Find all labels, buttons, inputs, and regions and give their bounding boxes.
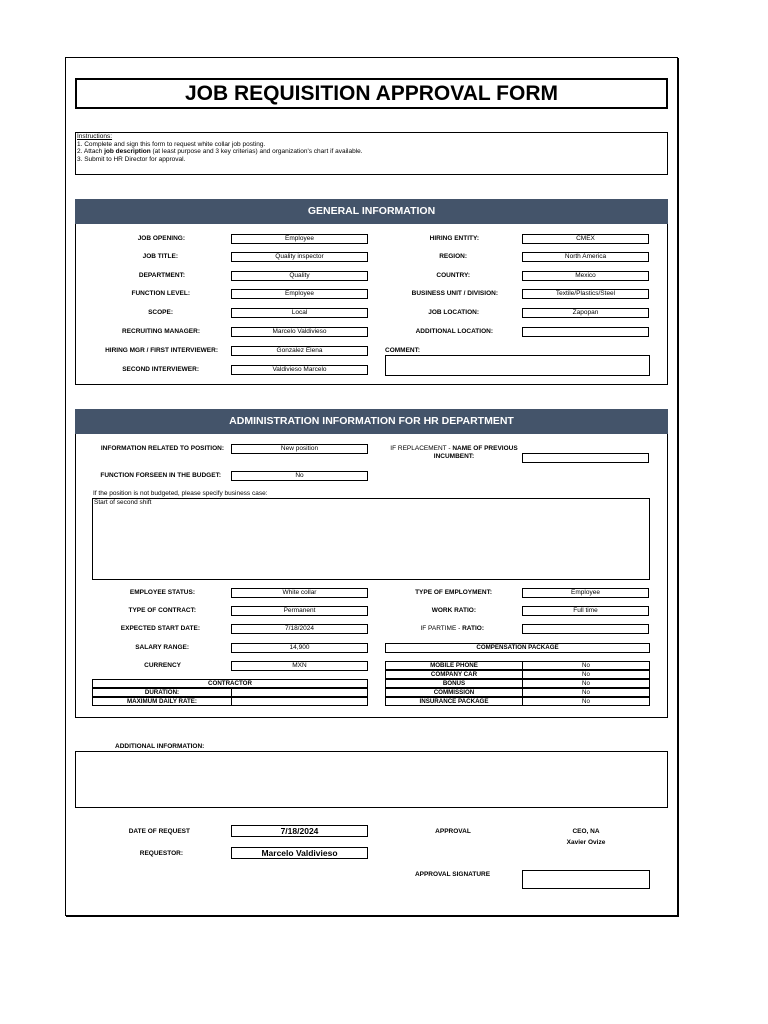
function-level-label: FUNCTION LEVEL: — [131, 290, 190, 297]
info-position-label: INFORMATION RELATED TO POSITION: — [100, 445, 224, 452]
additional-location-field[interactable] — [522, 327, 649, 337]
max-daily-rate-field[interactable] — [231, 697, 368, 706]
employee-status-label: EMPLOYEE STATUS: — [129, 589, 195, 596]
instruction-line-2-a: 2. Attach — [77, 148, 105, 155]
comp-label-mobile-phone: MOBILE PHONE — [385, 661, 523, 670]
approval-signature-label: APPROVAL SIGNATURE — [414, 871, 491, 878]
business-case-field[interactable]: Start of second shift — [92, 498, 650, 580]
comp-value-commission[interactable]: No — [522, 688, 650, 697]
duration-field[interactable] — [231, 688, 368, 697]
work-ratio-label: WORK RATIO: — [431, 607, 476, 614]
compensation-header: COMPENSATION PACKAGE — [385, 643, 650, 653]
approval-name: Xavier Ovize — [566, 839, 606, 846]
replacement-label-b: NAME OF PREVIOUS — [452, 445, 518, 452]
form-title: JOB REQUISITION APPROVAL FORM — [75, 78, 668, 109]
administration-header: ADMINISTRATION INFORMATION FOR HR DEPARTMENT — [75, 409, 668, 434]
recruiting-manager-field[interactable]: Marcelo Valdivieso — [231, 327, 368, 337]
job-opening-field[interactable]: Employee — [231, 234, 368, 244]
second-interviewer-field[interactable]: Valdivieso Marcelo — [231, 365, 368, 375]
job-title-field[interactable]: Quality inspector — [231, 252, 368, 262]
replacement-label-c: INCUMBENT: — [433, 453, 475, 460]
recruiting-manager-label: RECRUITING MANAGER: — [122, 328, 200, 335]
parttime-label-b: RATIO: — [462, 625, 484, 632]
info-position-field[interactable]: New position — [231, 444, 368, 454]
instruction-line-2-c: (at least purpose and 3 key criterias) and organization's chart if available. — [150, 148, 363, 155]
job-title-label: JOB TITLE: — [142, 253, 178, 260]
comment-label: COMMENT: — [385, 347, 421, 354]
job-location-field[interactable]: Zapopan — [522, 308, 649, 318]
parttime-ratio-field[interactable] — [522, 624, 649, 634]
comp-value-bonus[interactable]: No — [522, 679, 650, 688]
currency-field[interactable]: MXN — [231, 661, 368, 671]
salary-range-label: SALARY RANGE: — [135, 644, 189, 651]
additional-location-label: ADDITIONAL LOCATION: — [415, 328, 493, 335]
comp-label-insurance: INSURANCE PACKAGE — [385, 697, 523, 706]
previous-incumbent-field[interactable] — [522, 453, 649, 463]
requestor-label: REQUESTOR: — [139, 850, 183, 857]
additional-info-field[interactable] — [75, 751, 668, 808]
instruction-line-2-b: job description — [104, 148, 151, 155]
employment-type-field[interactable]: Employee — [522, 588, 649, 598]
country-label: COUNTRY: — [436, 272, 470, 279]
scope-label: SCOPE: — [148, 309, 173, 316]
department-field[interactable]: Quality — [231, 271, 368, 281]
currency-label: CURRENCY — [144, 662, 181, 669]
hiring-manager-field[interactable]: Gonzalez Elena — [231, 346, 368, 356]
date-of-request-label: DATE OF REQUEST — [128, 828, 190, 835]
second-interviewer-label: SECOND INTERVIEWER: — [122, 366, 199, 373]
hiring-manager-label: HIRING MGR / FIRST INTERVIEWER: — [105, 347, 218, 354]
contract-type-label: TYPE OF CONTRACT: — [128, 607, 196, 614]
additional-info-label: ADDITIONAL INFORMATION: — [115, 743, 205, 750]
hiring-entity-field[interactable]: CMEX — [522, 234, 649, 244]
comment-field[interactable] — [385, 355, 650, 376]
region-label: REGION: — [439, 253, 467, 260]
region-field[interactable]: North America — [522, 252, 649, 262]
business-unit-label: BUSINESS UNIT / DIVISION: — [411, 290, 498, 297]
function-level-field[interactable]: Employee — [231, 289, 368, 299]
duration-label: DURATION: — [92, 688, 232, 697]
scope-field[interactable]: Local — [231, 308, 368, 318]
start-date-label: EXPECTED START DATE: — [120, 625, 200, 632]
parttime-ratio-label — [385, 624, 484, 633]
comp-label-bonus: BONUS — [385, 679, 523, 688]
start-date-field[interactable]: 7/18/2024 — [231, 624, 368, 634]
comp-value-company-car[interactable]: No — [522, 670, 650, 679]
instruction-line-1: 1. Complete and sign this form to request white collar job posting. — [77, 140, 266, 148]
date-of-request-field[interactable]: 7/18/2024 — [231, 825, 368, 837]
contract-type-field[interactable]: Permanent — [231, 606, 368, 616]
comp-value-mobile-phone[interactable]: No — [522, 661, 650, 670]
department-label: DEPARTMENT: — [138, 272, 185, 279]
general-information-header: GENERAL INFORMATION — [75, 199, 668, 224]
work-ratio-field[interactable]: Full time — [522, 606, 649, 616]
approval-signature-field[interactable] — [522, 870, 650, 889]
comp-label-company-car: COMPANY CAR — [385, 670, 523, 679]
replacement-label — [385, 445, 523, 461]
max-daily-rate-label: MAXIMUM DAILY RATE: — [92, 697, 232, 706]
instruction-line-3: 3. Submit to HR Director for approval. — [77, 155, 186, 163]
job-opening-label: JOB OPENING: — [137, 235, 185, 242]
employee-status-field[interactable]: White collar — [231, 588, 368, 598]
instructions-heading: Instructions: — [77, 133, 113, 140]
instruction-line-2 — [77, 148, 666, 156]
requestor-field[interactable]: Marcelo Valdivieso — [231, 847, 368, 859]
business-case-label: If the position is not budgeted, please specify business case: — [93, 490, 268, 497]
job-location-label: JOB LOCATION: — [428, 309, 479, 316]
approval-title: CEO, NA — [572, 828, 600, 835]
approval-label: APPROVAL — [435, 828, 471, 835]
country-field[interactable]: Mexico — [522, 271, 649, 281]
contractor-header: CONTRACTOR — [92, 679, 368, 688]
replacement-label-a: IF REPLACEMENT - — [390, 445, 453, 452]
instructions-box — [75, 132, 668, 175]
parttime-label-a: IF PARTIME - — [420, 625, 463, 632]
budget-label: FUNCTION FORSEEN IN THE BUDGET: — [100, 472, 221, 479]
employment-type-label: TYPE OF EMPLOYMENT: — [415, 589, 492, 596]
comp-label-commission: COMMISSION — [385, 688, 523, 697]
comp-value-insurance[interactable]: No — [522, 697, 650, 706]
business-unit-field[interactable]: Textile/Plastics/Steel — [522, 289, 649, 299]
budget-field[interactable]: No — [231, 471, 368, 481]
hiring-entity-label: HIRING ENTITY: — [429, 235, 479, 242]
salary-range-field[interactable]: 14,900 — [231, 643, 368, 653]
